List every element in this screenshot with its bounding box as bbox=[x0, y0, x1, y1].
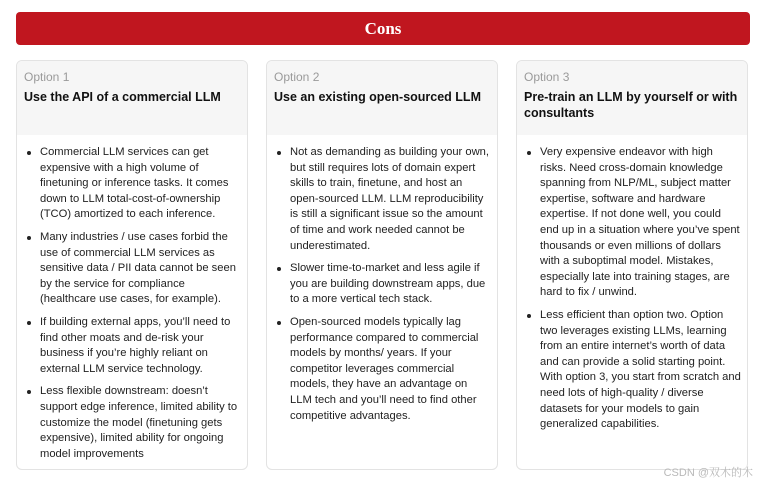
option-3-card bbox=[516, 60, 748, 470]
option-1-card bbox=[16, 60, 248, 470]
list-item: Less flexible downstream: doesn’t support edge inference, limited ability to customize the model (finetuning gets expensive), limited ability for ongoing model improvements bbox=[40, 384, 241, 462]
list-item: If building external apps, you’ll need to find other moats and de-risk your business if you’re highly reliant on external LLM service technology. bbox=[40, 315, 241, 377]
option-3-header bbox=[517, 61, 747, 135]
list-item: Less efficient than option two. Option two leverages existing LLMs, learning from an entire internet’s worth of data and can provide a solid starting point. With option 3, you start from scratch and need lots of high-quality / diverse datasets for your models to gain generalized capabilities. bbox=[540, 308, 741, 433]
cons-banner: Cons bbox=[16, 12, 750, 45]
option-3-cons-list bbox=[517, 135, 747, 433]
option-2-title: Use an existing open-sourced LLM bbox=[274, 90, 481, 104]
option-1-header bbox=[17, 61, 247, 135]
option-2-number: Option 2 bbox=[274, 70, 320, 84]
list-item: Commercial LLM services can get expensive with a high volume of finetuning or inference tasks. It comes down to LLM total-cost-of-ownership (TCO) amortized to each inference. bbox=[40, 145, 241, 223]
option-3-number: Option 3 bbox=[524, 70, 570, 84]
list-item: Not as demanding as building your own, but still requires lots of domain expert skills to train, finetune, and host an open-sourced LLM. LLM reproducibility is still a significant issue so the amount of time and work needed cannot be underestimated. bbox=[290, 145, 491, 254]
option-1-cons-list bbox=[17, 135, 247, 462]
list-item: Open-sourced models typically lag performance compared to commercial models by months/ years. If your competitor leverages commercial models, they have an advantage on LLM tech and you’ll need to find other competitive advantages. bbox=[290, 315, 491, 424]
option-2-cons-list bbox=[267, 135, 497, 424]
list-item: Very expensive endeavor with high risks. Need cross-domain knowledge spanning from NLP/ML, subject matter expertise, software and hardware expertise. If not done well, you could end up in a situation where you’ve spent thousands or even millions of dollars with a suboptimal model. Mistakes, especially late into training stages, are hard to fix / unwind. bbox=[540, 145, 741, 301]
list-item: Many industries / use cases forbid the use of commercial LLM services as sensitive data / PII data cannot be seen by the service for compliance (healthcare use cases, for example). bbox=[40, 230, 241, 308]
watermark: CSDN @双木的木 bbox=[663, 467, 753, 479]
option-2-header bbox=[267, 61, 497, 135]
option-3-title: Pre-train an LLM by yourself or with consultants bbox=[524, 90, 738, 120]
list-item: Slower time-to-market and less agile if you are building downstream apps, due to a more vertical tech stack. bbox=[290, 261, 491, 308]
option-1-number: Option 1 bbox=[24, 70, 70, 84]
option-2-card bbox=[266, 60, 498, 470]
option-1-title: Use the API of a commercial LLM bbox=[24, 90, 221, 104]
